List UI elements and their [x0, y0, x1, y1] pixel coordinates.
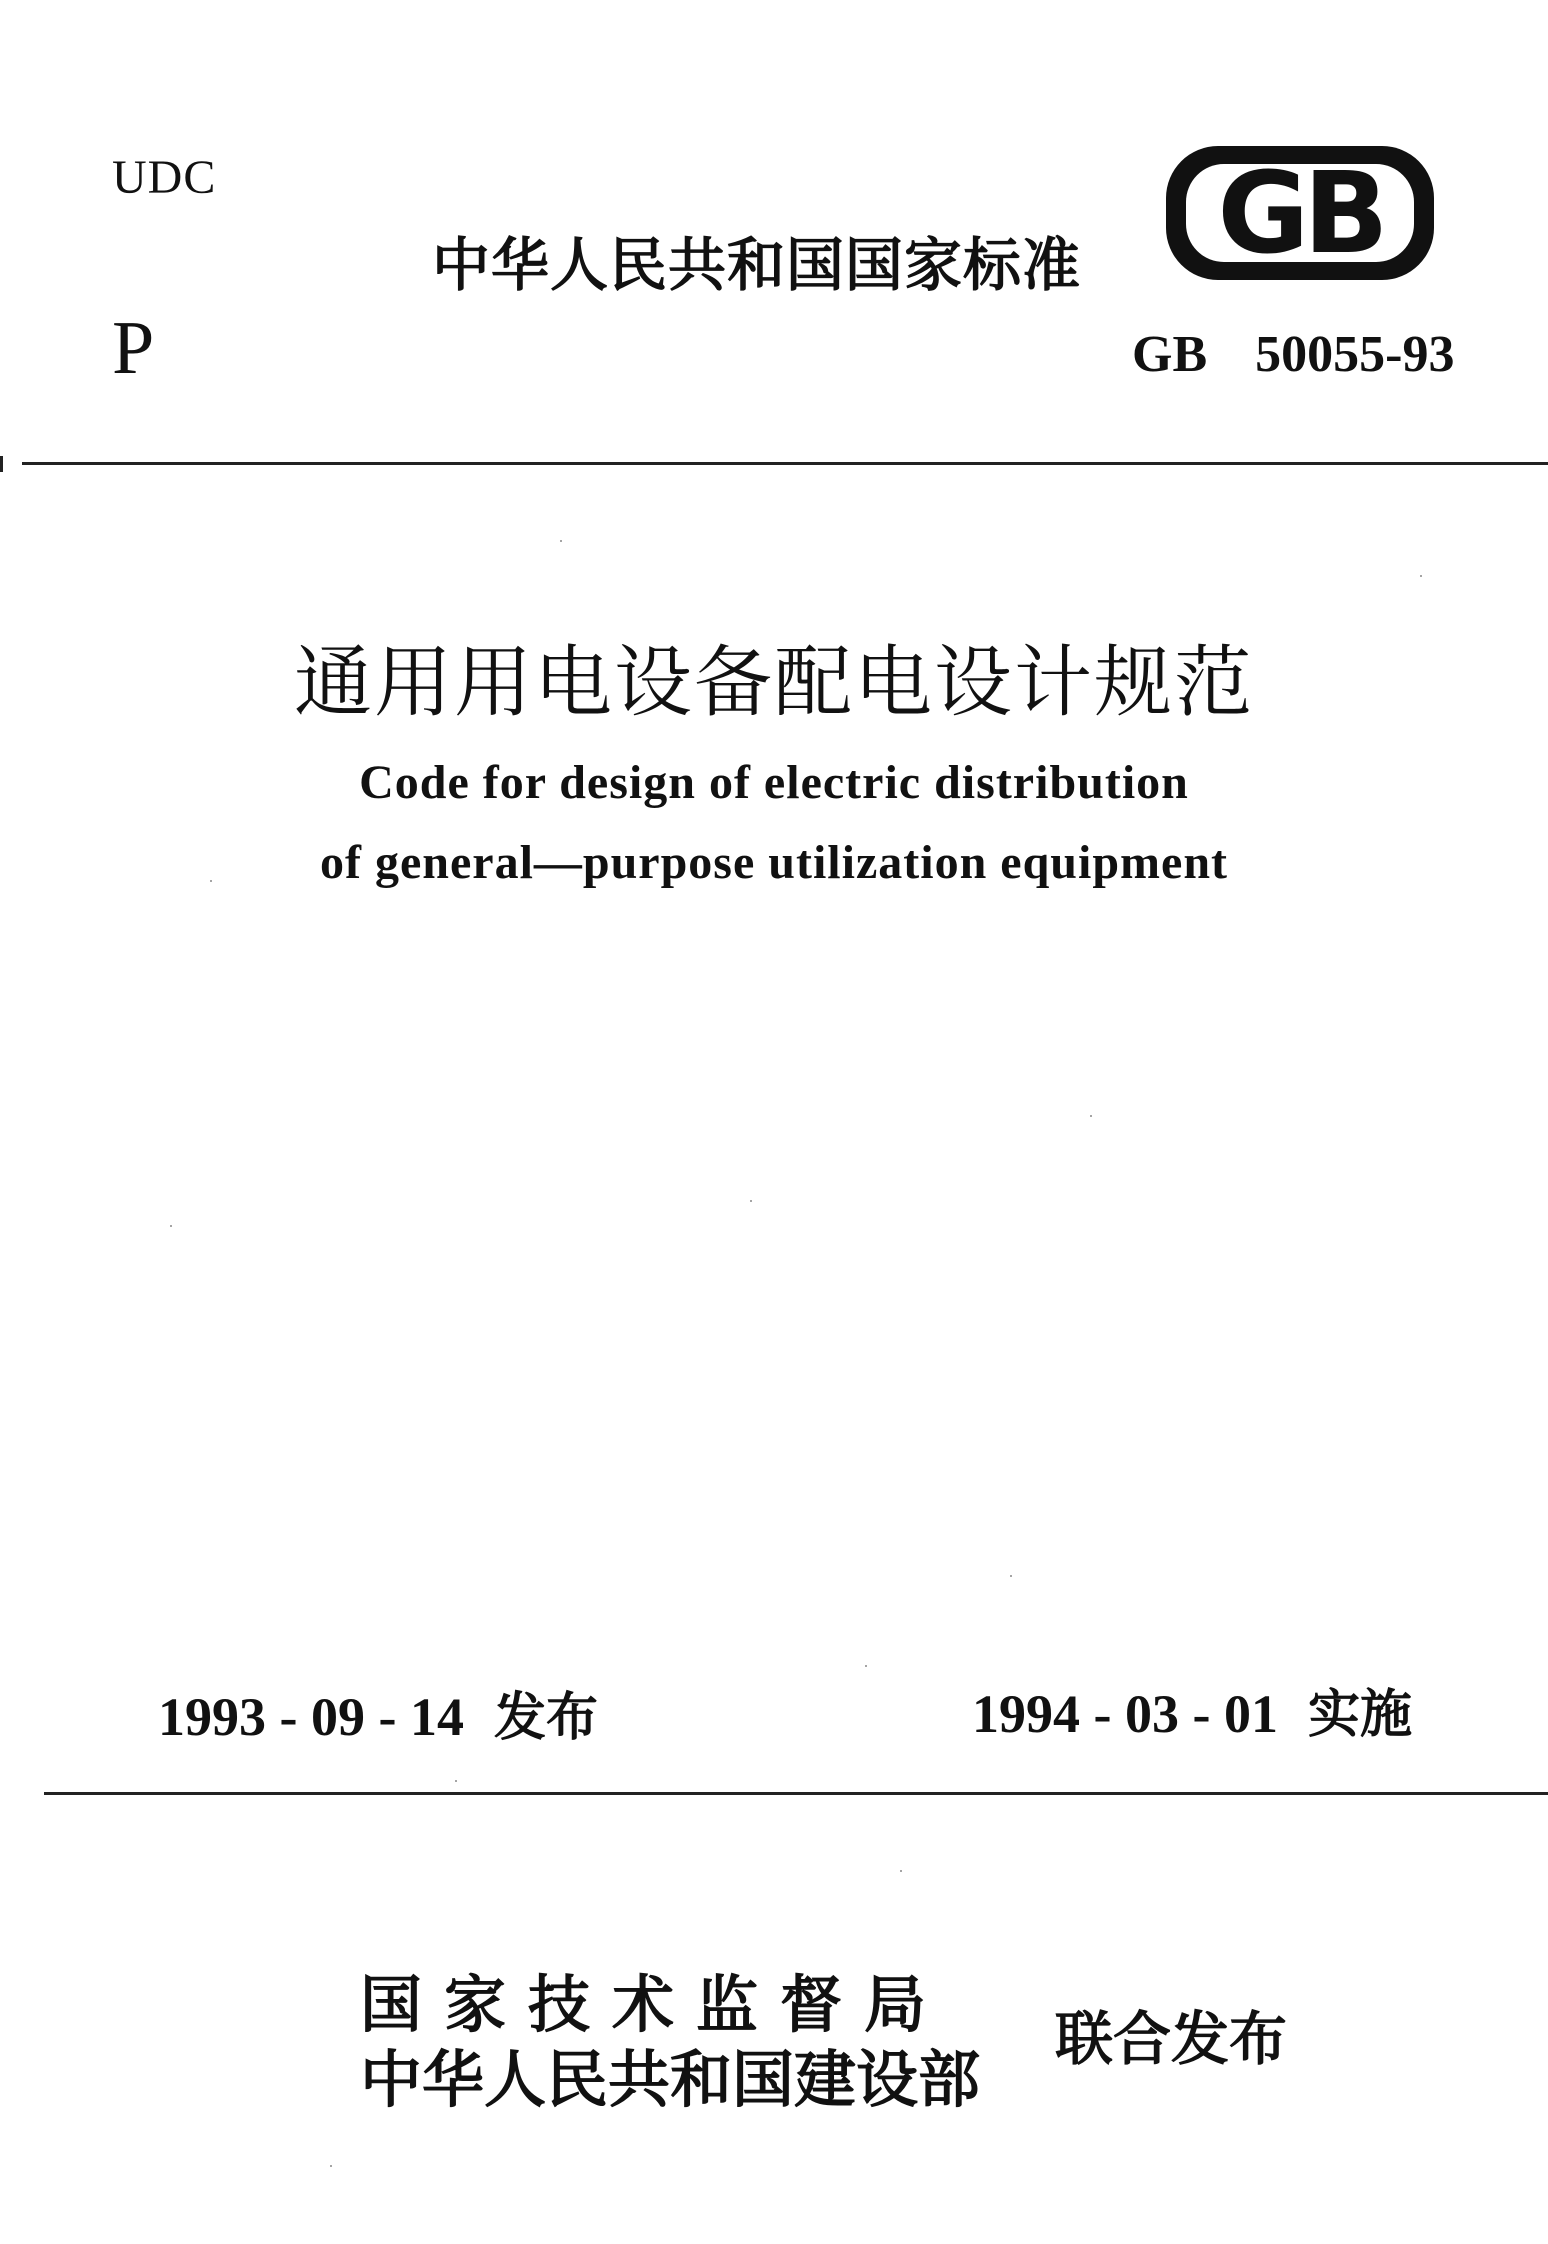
- bottom-divider: [44, 1792, 1548, 1795]
- scan-speck: [1090, 1115, 1092, 1117]
- title-english-line1: Code for design of electric distribution: [359, 756, 1189, 809]
- scan-speck: [560, 540, 562, 542]
- title-english-line2: of general—purpose utilization equipment: [319, 836, 1228, 889]
- margin-tick: [0, 456, 3, 472]
- scan-speck: [900, 1870, 902, 1872]
- standard-number: 50055-93: [1255, 326, 1455, 383]
- national-standard-heading: 中华人民共和国国家标准: [432, 231, 1082, 299]
- gb-logo-text: GB: [1217, 149, 1383, 279]
- top-divider: [22, 462, 1548, 465]
- joint-publish-label: 联合发布: [1055, 2005, 1288, 2073]
- gb-logo: [1160, 138, 1440, 288]
- scan-speck: [330, 2165, 332, 2167]
- implement-label: 实施: [1307, 1685, 1412, 1745]
- publisher-agency-2: 中华人民共和国建设部: [360, 2043, 981, 2116]
- scan-speck: [455, 1780, 457, 1782]
- scan-speck: [865, 1665, 867, 1667]
- implement-date: 1994 - 03 - 01: [972, 1684, 1278, 1744]
- publisher-agency-1: 国家技术监督局: [360, 1968, 949, 2041]
- category-code: P: [112, 306, 155, 390]
- scan-speck: [210, 880, 212, 882]
- title-chinese: 通用用电设备配电设计规范: [293, 638, 1254, 728]
- udc-label: UDC: [112, 151, 217, 204]
- scan-speck: [1420, 575, 1422, 577]
- scan-speck: [170, 1225, 172, 1227]
- issue-label: 发布: [493, 1688, 598, 1748]
- issue-date-block: [158, 1675, 598, 1750]
- scan-speck: [750, 1200, 752, 1202]
- scan-speck: [1010, 1575, 1012, 1577]
- implement-date-block: [972, 1672, 1412, 1747]
- issue-date: 1993 - 09 - 14: [158, 1687, 464, 1747]
- standard-prefix: GB: [1132, 326, 1208, 383]
- standard-code: [1132, 325, 1454, 384]
